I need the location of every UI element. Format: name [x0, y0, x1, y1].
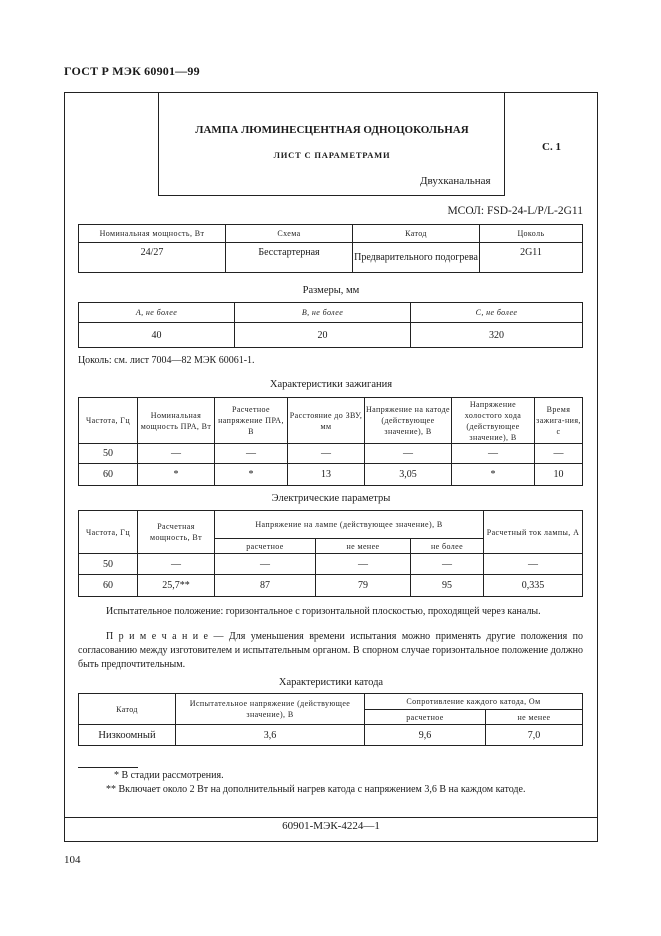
ignition-table [78, 397, 583, 486]
dim-header-b: В, не более [235, 303, 411, 323]
electrical-caption: Электрические параметры [271, 493, 391, 504]
test-position-text: Испытательное положение: горизонтальное с горизонтальной плоскостью, проходящей через каналы. [106, 606, 541, 617]
el-sub-min: не менее [316, 539, 411, 554]
remark-block [78, 630, 583, 672]
cat-sub-nominal: расчетное [365, 710, 486, 725]
ign-cell: * [138, 464, 215, 486]
el-cell: — [484, 554, 583, 575]
header-cathode: Катод [353, 225, 480, 243]
ign-cell: — [138, 444, 215, 464]
el-header-current: Расчетный ток лампы, А [484, 511, 583, 554]
ign-header-power: Номинальная мощность ПРА, Вт [138, 398, 215, 444]
cat-header-cathode: Катод [79, 694, 176, 725]
dim-header-c: С, не более [411, 303, 583, 323]
dimensions-table [78, 302, 583, 348]
electrical-table [78, 510, 583, 597]
cat-cell-type: Низкоомный [79, 725, 176, 746]
remark-label: П р и м е ч а н и е [106, 631, 208, 642]
ign-cell: — [215, 444, 288, 464]
footnote-2: ** Включает около 2 Вт на дополнительный нагрев катода с напряжением 3,6 В на каждом катоде. [106, 784, 526, 795]
cell-scheme: Бесстартерная [226, 243, 353, 273]
page-number: 104 [64, 854, 81, 866]
main-params-table [78, 224, 583, 273]
el-cell: — [316, 554, 411, 575]
lamp-title: ЛАМПА ЛЮМИНЕСЦЕНТНАЯ ОДНОЦОКОЛЬНАЯ [195, 124, 469, 136]
footnote-divider [78, 767, 138, 768]
ign-cell: 60 [79, 464, 138, 486]
ign-header-cathode-voltage: Напряжение на катоде (действующее значение), В [365, 398, 452, 444]
remark-text: — Для уменьшения времени испытания можно применять другие положения по согласованию между изготовителем и испытательным органом. В спорном случае горизонтальное положение должно быть предпочтительным. [78, 631, 583, 670]
ign-cell: * [215, 464, 288, 486]
ign-cell: 3,05 [365, 464, 452, 486]
el-cell: 79 [316, 575, 411, 597]
sheet-page-label: С. 1 [542, 141, 561, 153]
standard-code: ГОСТ Р МЭК 60901—99 [64, 64, 200, 78]
el-header-power: Расчетная мощность, Вт [138, 511, 215, 554]
cat-cell-min: 7,0 [486, 725, 583, 746]
cat-header-resistance: Сопротивление каждого катода, Ом [365, 694, 583, 710]
footer-divider [64, 817, 598, 818]
ign-cell: — [365, 444, 452, 464]
dimensions-caption: Размеры, мм [302, 285, 360, 296]
mcol-designation: МСОЛ: FSD-24-L/P/L-2G11 [447, 205, 583, 217]
el-cell: 0,335 [484, 575, 583, 597]
ign-cell: 50 [79, 444, 138, 464]
el-cell: 87 [215, 575, 316, 597]
ignition-caption: Характеристики зажигания [269, 379, 393, 390]
cathode-table [78, 693, 583, 746]
cat-header-test-voltage: Испытательное напряжение (действующее значение), В [176, 694, 365, 725]
footer-code: 60901-МЭК-4224—1 [282, 820, 380, 832]
header-left-cell [64, 92, 159, 196]
dim-header-a: А, не более [79, 303, 235, 323]
cell-power: 24/27 [79, 243, 226, 273]
cat-cell-test-voltage: 3,6 [176, 725, 365, 746]
el-cell: 95 [411, 575, 484, 597]
cathode-caption: Характеристики катода [278, 677, 384, 688]
el-cell: — [138, 554, 215, 575]
ign-header-time: Время зажига-ния, с [535, 398, 583, 444]
ign-header-open-voltage: Напряжение холостого хода (действующее значение), В [452, 398, 535, 444]
el-sub-max: не более [411, 539, 484, 554]
cell-base: 2G11 [480, 243, 583, 273]
base-note: Цоколь: см. лист 7004—82 МЭК 60061-1. [78, 355, 255, 366]
channel-type: Двухканальная [420, 175, 491, 187]
el-cell: — [215, 554, 316, 575]
el-cell: — [411, 554, 484, 575]
dim-value-a: 40 [79, 323, 235, 348]
ign-header-voltage: Расчетное напряжение ПРА, В [215, 398, 288, 444]
el-sub-nominal: расчетное [215, 539, 316, 554]
cat-sub-min: не менее [486, 710, 583, 725]
dim-value-c: 320 [411, 323, 583, 348]
header-base: Цоколь [480, 225, 583, 243]
el-cell: 60 [79, 575, 138, 597]
header-scheme: Схема [226, 225, 353, 243]
header-power: Номинальная мощность, Вт [79, 225, 226, 243]
ign-header-freq: Частота, Гц [79, 398, 138, 444]
cell-cathode: Предварительного подогрева [353, 243, 480, 273]
ign-cell: — [288, 444, 365, 464]
el-cell: 25,7** [138, 575, 215, 597]
ign-cell: — [452, 444, 535, 464]
el-cell: 50 [79, 554, 138, 575]
ign-cell: 10 [535, 464, 583, 486]
el-header-freq: Частота, Гц [79, 511, 138, 554]
ign-cell: 13 [288, 464, 365, 486]
el-header-voltage: Напряжение на лампе (действующее значение), В [215, 511, 484, 539]
footnote-1: * В стадии рассмотрения. [114, 770, 224, 781]
ign-header-distance: Расстояние до ЗВУ, мм [288, 398, 365, 444]
cat-cell-nominal: 9,6 [365, 725, 486, 746]
ign-cell: — [535, 444, 583, 464]
dim-value-b: 20 [235, 323, 411, 348]
sheet-title: ЛИСТ С ПАРАМЕТРАМИ [273, 150, 391, 160]
ign-cell: * [452, 464, 535, 486]
